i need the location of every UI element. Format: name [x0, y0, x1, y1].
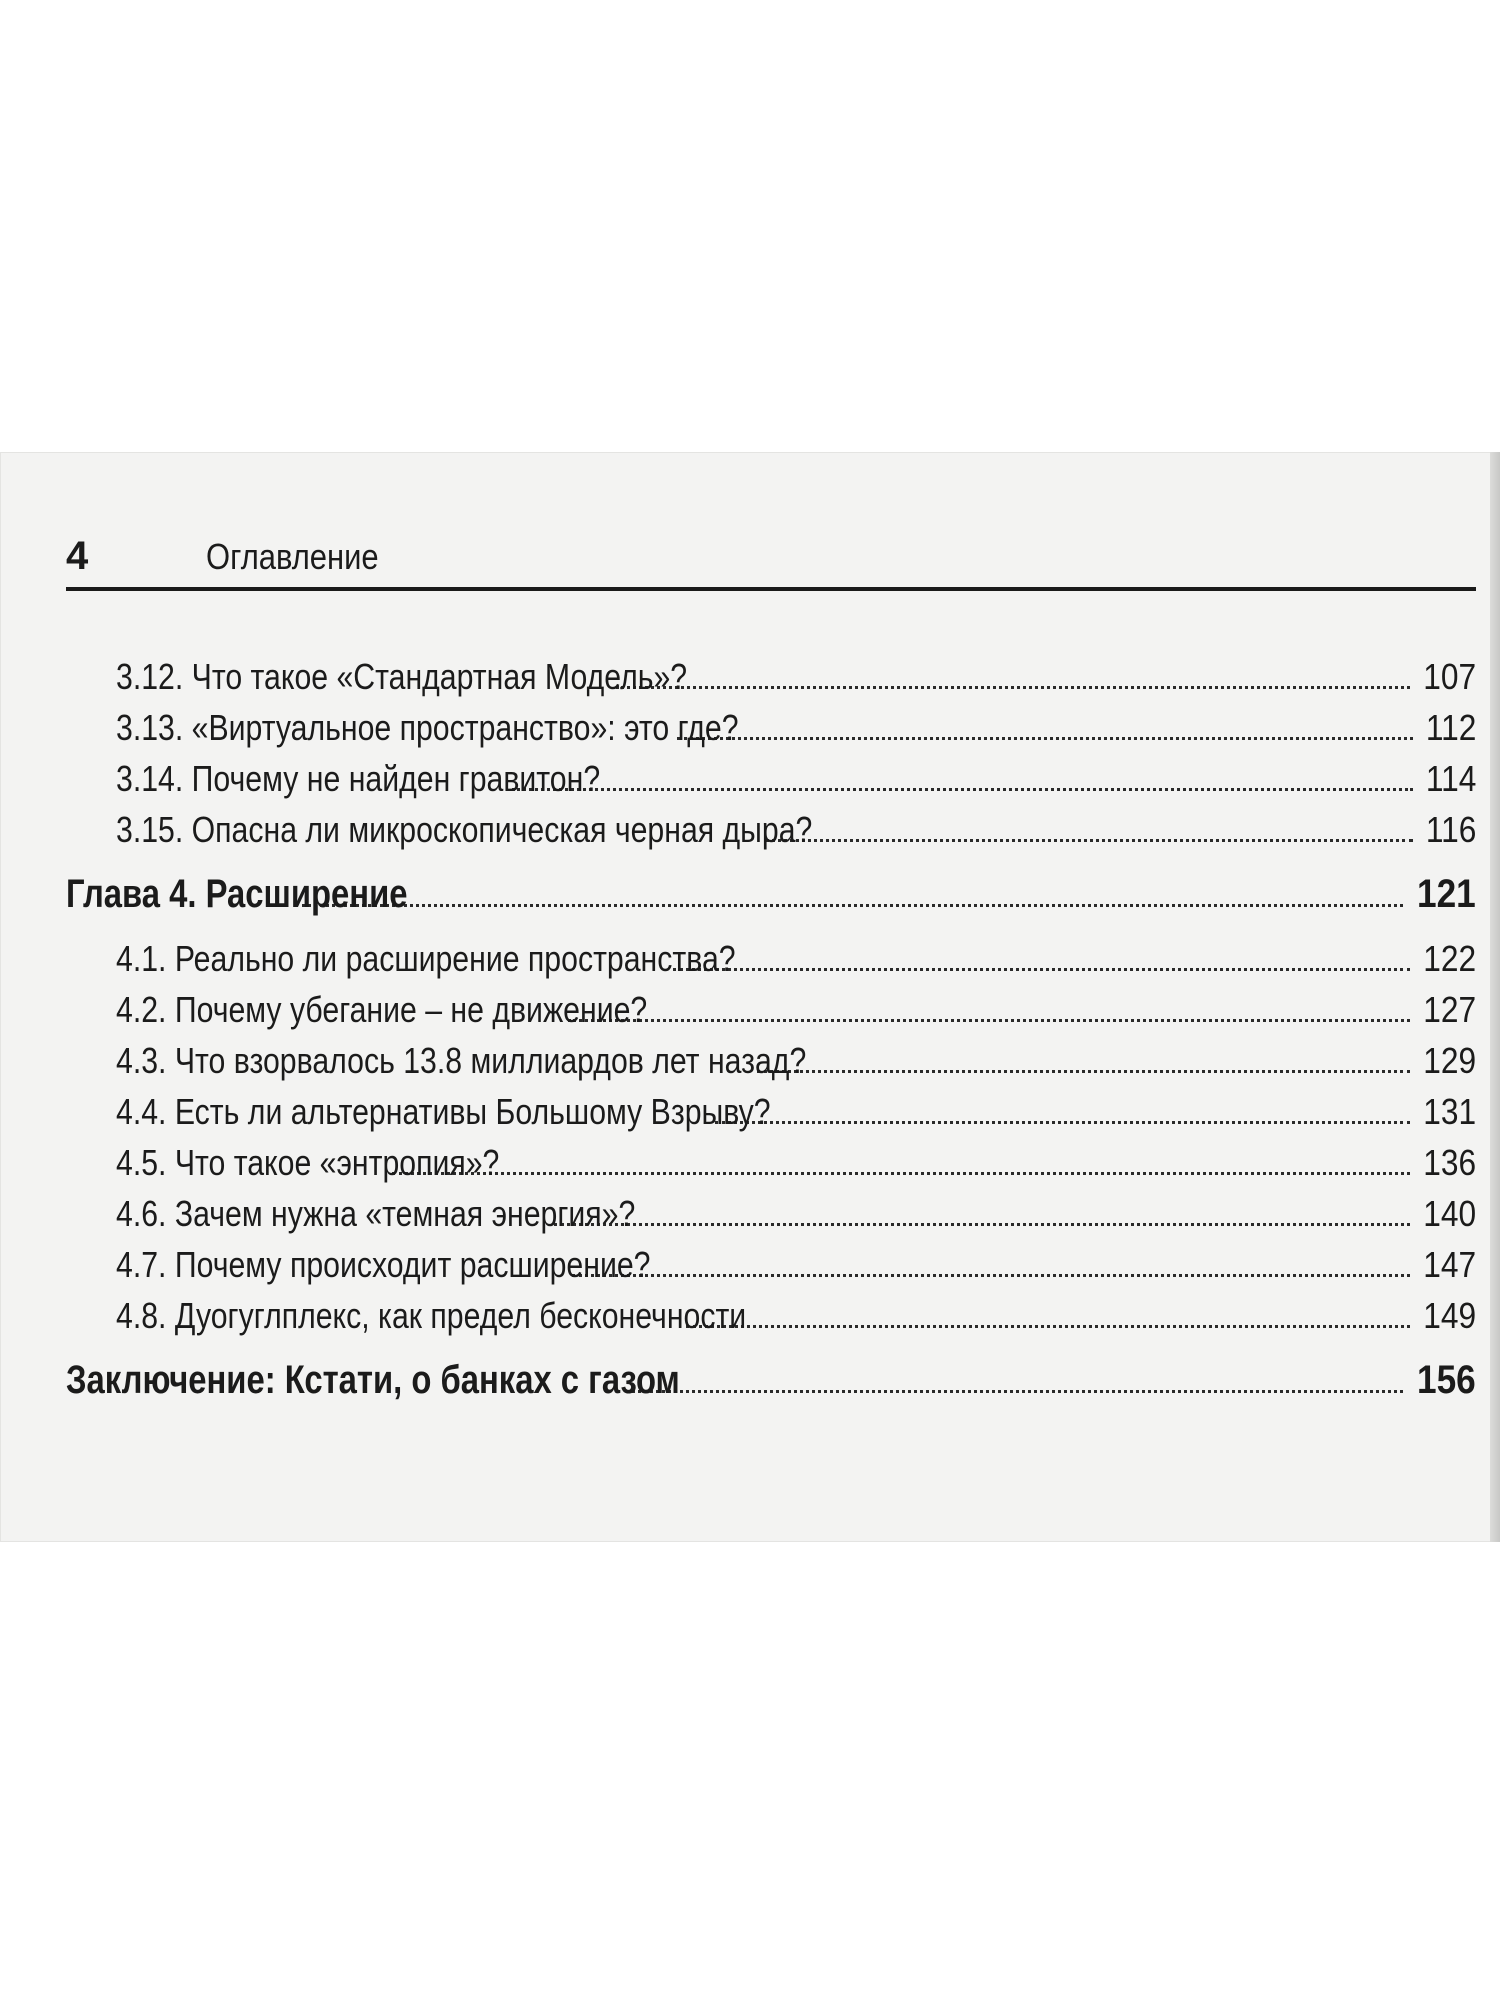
- dot-leader: [568, 1019, 1410, 1022]
- toc-entry-page: 156: [1417, 1358, 1476, 1402]
- dot-leader: [673, 968, 1410, 971]
- page-header: [66, 528, 1476, 588]
- toc-section-entry: [66, 707, 1476, 758]
- toc-section-entry: [66, 989, 1476, 1040]
- dot-leader: [627, 1390, 1403, 1393]
- dot-leader: [512, 788, 1413, 791]
- toc-chapter-entry: [66, 860, 1476, 938]
- dot-leader: [765, 839, 1413, 842]
- toc-entry-page: 149: [1423, 1295, 1476, 1336]
- toc-entry-title: 4.4. Есть ли альтернативы Большому Взрыву?: [116, 1091, 771, 1132]
- dot-leader: [554, 1223, 1410, 1226]
- toc-entry-title: 3.15. Опасна ли микроскопическая черная дыра?: [116, 809, 813, 850]
- toc-entry-page: 122: [1423, 938, 1476, 979]
- table-of-contents: [66, 656, 1476, 1424]
- toc-section-entry: [66, 938, 1476, 989]
- toc-entry-title: 3.12. Что такое «Стандартная Модель»?: [116, 656, 688, 697]
- toc-section-entry: [66, 1142, 1476, 1193]
- toc-section-entry: [66, 656, 1476, 707]
- toc-entry-title: 3.14. Почему не найден гравитон?: [116, 758, 601, 799]
- toc-section-entry: [66, 809, 1476, 860]
- toc-entry-title: 4.7. Почему происходит расширение?: [116, 1244, 651, 1285]
- toc-entry-page: 116: [1425, 809, 1476, 850]
- toc-section-entry: [66, 1244, 1476, 1295]
- dot-leader: [392, 1172, 1410, 1175]
- toc-section-entry: [66, 1091, 1476, 1142]
- toc-entry-page: 131: [1423, 1091, 1476, 1132]
- toc-entry-page: 129: [1423, 1040, 1476, 1081]
- dot-leader: [715, 1121, 1410, 1124]
- toc-entry-title: 4.1. Реально ли расширение пространства?: [116, 938, 736, 979]
- toc-entry-page: 127: [1423, 989, 1476, 1030]
- toc-section-entry: [66, 758, 1476, 809]
- toc-entry-title: Заключение: Кстати, о банках с газом: [66, 1358, 680, 1402]
- toc-section-entry: [66, 1040, 1476, 1091]
- toc-entry-page: 114: [1425, 758, 1476, 799]
- toc-entry-page: 140: [1423, 1193, 1476, 1234]
- dot-leader: [572, 1274, 1410, 1277]
- page-number: 4: [66, 534, 89, 578]
- toc-entry-title: 4.8. Дуогуглплекс, как предел бесконечности: [116, 1295, 747, 1336]
- toc-entry-title: 4.2. Почему убегание – не движение?: [116, 989, 648, 1030]
- dot-leader: [686, 1325, 1410, 1328]
- dot-leader: [295, 904, 1403, 907]
- toc-entry-page: 147: [1423, 1244, 1476, 1285]
- toc-entry-title: 4.3. Что взорвалось 13.8 миллиардов лет назад?: [116, 1040, 807, 1081]
- toc-section-entry: [66, 1295, 1476, 1346]
- toc-entry-page: 121: [1417, 872, 1476, 916]
- toc-entry-title: Глава 4. Расширение: [66, 872, 408, 916]
- toc-entry-page: 107: [1423, 656, 1476, 697]
- running-title: Оглавление: [206, 536, 379, 577]
- toc-entry-title: 3.13. «Виртуальное пространство»: это где?: [116, 707, 739, 748]
- toc-entry-page: 112: [1425, 707, 1476, 748]
- toc-section-entry: [66, 1193, 1476, 1244]
- dot-leader: [757, 1070, 1410, 1073]
- header-rule: [66, 587, 1476, 591]
- dot-leader: [616, 686, 1410, 689]
- dot-leader: [677, 737, 1413, 740]
- toc-entry-page: 136: [1423, 1142, 1476, 1183]
- page-edge: [1490, 452, 1500, 1542]
- toc-entry-title: 4.6. Зачем нужна «темная энергия»?: [116, 1193, 636, 1234]
- toc-chapter-entry: [66, 1346, 1476, 1424]
- toc-entry-title: 4.5. Что такое «энтропия»?: [116, 1142, 500, 1183]
